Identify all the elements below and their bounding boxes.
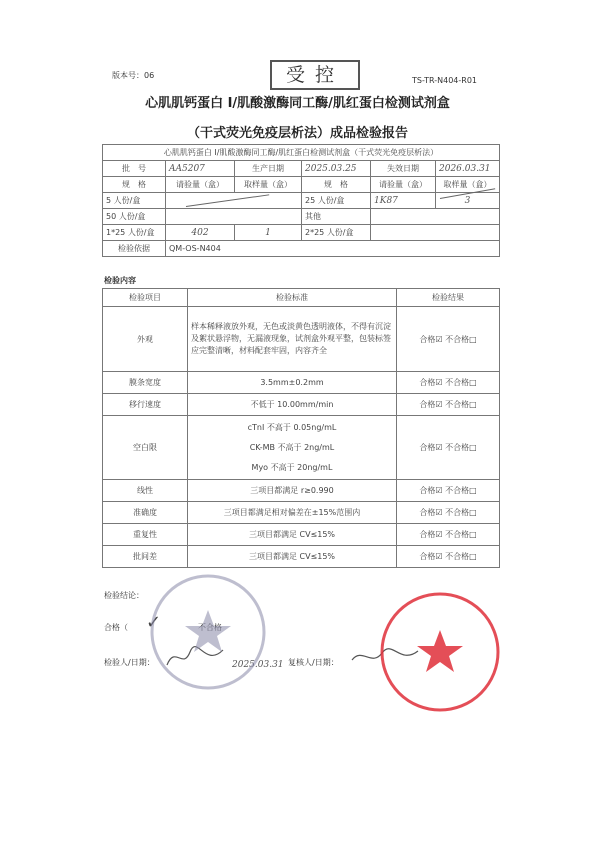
spec-other: 其他: [302, 209, 371, 225]
row-item: 线性: [103, 480, 188, 502]
row-item: 膜条宽度: [103, 372, 188, 394]
row-item: 空白限: [103, 416, 188, 480]
controlled-stamp: 受控: [270, 60, 360, 90]
table-row: [103, 416, 500, 480]
inspector-label: 检验人/日期：: [104, 658, 155, 667]
product-info-table: [102, 144, 500, 257]
standard-line: Myo 不高于 20ng/mL: [251, 462, 333, 472]
spec-2x25: 2*25 人份/盒: [302, 225, 371, 241]
version-label: 版本号：06: [112, 71, 155, 80]
production-date-value: 2025.03.25: [302, 161, 371, 177]
row-standard: [188, 416, 397, 480]
basis-value: QM-OS-N404: [166, 241, 500, 257]
inspection-table: [102, 288, 500, 568]
conclusion-label: 检验结论：: [104, 591, 144, 600]
sample-qty-header: 取样量（盒）: [235, 177, 302, 193]
expiry-date-value: 2026.03.31: [436, 161, 500, 177]
row-standard: 三项目都满足 r≥0.990: [188, 480, 397, 502]
spec-1x25-send: 402: [166, 225, 235, 241]
spec-header-2: 规 格: [302, 177, 371, 193]
inspector-date: 2025.03.31: [232, 660, 284, 670]
right-quality-seal: [378, 590, 502, 714]
col-item-header: 检验项目: [103, 289, 188, 307]
row-result: 合格☑ 不合格□: [397, 502, 500, 524]
expiry-date-label: 失效日期: [371, 161, 436, 177]
row-result: 合格☑ 不合格□: [397, 372, 500, 394]
row-standard: 样本稀释液放外观，无色或淡黄色透明液体，不得有沉淀及絮状悬浮物，无漏液现象，试剂盒外观平整，包装标签应完整清晰，材料配套牢固，内容齐全: [188, 307, 397, 372]
col-standard-header: 检验标准: [188, 289, 397, 307]
batch-label: 批 号: [103, 161, 166, 177]
pass-label: 合格（: [104, 623, 128, 632]
pass-checkmark: ✓: [146, 612, 162, 633]
spec-25-send: 1K87: [371, 193, 436, 209]
row-standard: 不低于 10.00mm/min: [188, 394, 397, 416]
spec-1x25-sample: 1: [235, 225, 302, 241]
row-result: 合格☑ 不合格□: [397, 546, 500, 568]
spec-1x25: 1*25 人份/盒: [103, 225, 166, 241]
row-result: 合格☑ 不合格□: [397, 394, 500, 416]
row-result: 合格☑ 不合格□: [397, 524, 500, 546]
row-result: 合格☑ 不合格□: [397, 480, 500, 502]
row-item: 批间差: [103, 546, 188, 568]
table-row: [103, 480, 500, 502]
left-quality-seal: [148, 572, 268, 692]
row-result: 合格☑ 不合格□: [397, 307, 500, 372]
table-row: [103, 307, 500, 372]
row-standard: 3.5mm±0.2mm: [188, 372, 397, 394]
row-standard: 三项目都满足相对偏差在±15%范围内: [188, 502, 397, 524]
spec-25: 25 人份/盒: [302, 193, 371, 209]
product-name: 心肌肌钙蛋白 I/肌酸激酶同工酶/肌红蛋白检测试剂盒（干式荧光免疫层析法）: [103, 145, 500, 161]
send-qty-header-2: 请验量（盒）: [371, 177, 436, 193]
row-item: 移行速度: [103, 394, 188, 416]
row-standard: 三项目都满足 CV≤15%: [188, 546, 397, 568]
spec-50: 50 人份/盒: [103, 209, 166, 225]
batch-value: AA5207: [166, 161, 235, 177]
row-item: 外观: [103, 307, 188, 372]
spec-5: 5 人份/盒: [103, 193, 166, 209]
document-number: TS-TR-N404-R01: [412, 76, 478, 85]
table-row: [103, 502, 500, 524]
table-row: [103, 372, 500, 394]
row-standard: 三项目都满足 CV≤15%: [188, 524, 397, 546]
spec-header: 规 格: [103, 177, 166, 193]
send-qty-header: 请验量（盒）: [166, 177, 235, 193]
report-title-line1: 心肌肌钙蛋白 I/肌酸激酶同工酶/肌红蛋白检测试剂盒: [145, 96, 450, 111]
row-result: 合格☑ 不合格□: [397, 416, 500, 480]
standard-line: cTnI 不高于 0.05ng/mL: [247, 422, 337, 432]
table-row: [103, 524, 500, 546]
col-result-header: 检验结果: [397, 289, 500, 307]
report-title-line2: （干式荧光免疫层析法）成品检验报告: [186, 126, 408, 141]
inspection-section-title: 检验内容: [104, 276, 136, 285]
sample-qty-header-2: 取样量（盒）: [436, 177, 500, 193]
production-date-label: 生产日期: [235, 161, 302, 177]
standard-line: CK-MB 不高于 2ng/mL: [249, 442, 335, 452]
spec-25-sample: 3: [436, 193, 500, 209]
basis-label: 检验依据: [103, 241, 166, 257]
row-item: 准确度: [103, 502, 188, 524]
reviewer-label: 复核人/日期：: [288, 658, 339, 667]
table-row: [103, 546, 500, 568]
row-item: 重复性: [103, 524, 188, 546]
table-row: [103, 394, 500, 416]
